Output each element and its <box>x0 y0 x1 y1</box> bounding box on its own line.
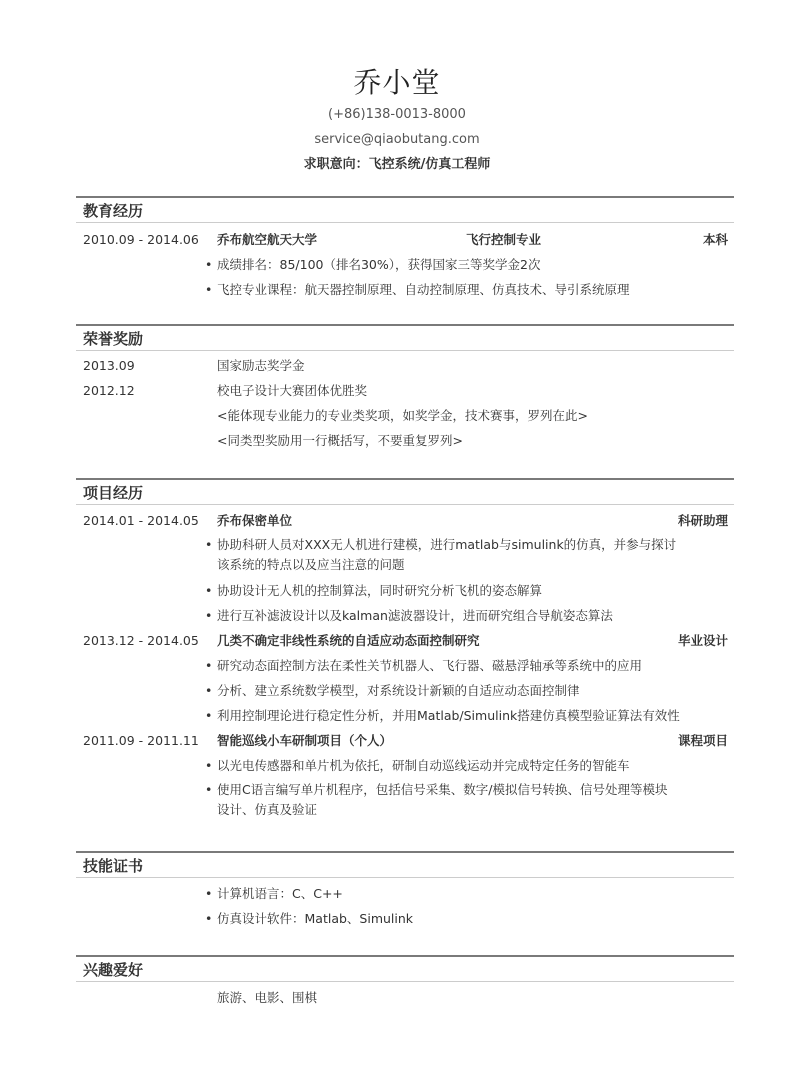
list-item: • 研究动态面控制方法在柔性关节机器人、飞行器、磁悬浮轴承等系统中的应用 <box>205 658 643 673</box>
list-item: • 计算机语言：C、C++ <box>205 886 343 901</box>
hobbies-section <box>76 955 734 1010</box>
section-title: 教育经历 <box>83 202 144 220</box>
project-row <box>76 508 734 533</box>
project-role: 毕业设计 <box>677 633 728 648</box>
section-header <box>76 196 734 223</box>
skills-section <box>76 851 734 931</box>
project-date: 2013.12 - 2014.05 <box>83 633 199 648</box>
list-item: • 协助科研人员对XXX无人机进行建模，进行matlab与simulink的仿真，并参与探讨 该系统的特点以及应当注意的问题 <box>205 537 677 572</box>
project-date: 2014.01 - 2014.05 <box>83 513 199 528</box>
list-item: • 协助设计无人机的控制算法，同时研究分析飞机的姿态解算 <box>205 583 543 598</box>
project-name: 几类不确定非线性系统的自适应动态面控制研究 <box>217 633 480 648</box>
section-title: 项目经历 <box>83 484 144 502</box>
list-item: • 分析、建立系统数学模型，对系统设计新颖的自适应动态面控制律 <box>205 683 580 698</box>
honor-name: 校电子设计大赛团体优胜奖 <box>217 383 368 398</box>
honor-row <box>76 353 734 378</box>
job-intent: 求职意向：飞控系统/仿真工程师 <box>303 157 491 172</box>
list-item: • 进行互补滤波设计以及kalman滤波器设计，进而研究组合导航姿态算法 <box>205 608 613 623</box>
section-title: 技能证书 <box>83 857 144 875</box>
candidate-name: 乔小堂 <box>353 66 441 99</box>
major: 飞行控制专业 <box>466 232 542 247</box>
honor-date: 2012.12 <box>83 383 135 398</box>
list-item: • 成绩排名：85/100（排名30%），获得国家三等奖学金2次 <box>205 257 541 272</box>
projects-section <box>76 478 734 823</box>
school-name: 乔布航空航天大学 <box>217 232 318 247</box>
list-item: • 使用C语言编写单片机程序，包括信号采集、数字/模拟信号转换、信号处理等模块 设计、仿真及验证 <box>205 782 668 817</box>
section-header <box>76 324 734 351</box>
section-header <box>76 851 734 878</box>
honor-note: <能体现专业能力的专业类奖项，如奖学金，技术赛事，罗列在此> <box>217 408 588 423</box>
honor-row <box>76 378 734 403</box>
section-header <box>76 478 734 505</box>
list-item: • 飞控专业课程：航天器控制原理、自动控制原理、仿真技术、导引系统原理 <box>205 282 630 297</box>
project-name: 乔布保密单位 <box>217 513 293 528</box>
honors-section <box>76 324 734 453</box>
list-item: • 以光电传感器和单片机为依托，研制自动巡线运动并完成特定任务的智能车 <box>205 758 630 773</box>
email-address: service@qiaobutang.com <box>314 132 480 147</box>
project-role: 科研助理 <box>677 513 728 528</box>
section-title: 荣誉奖励 <box>83 330 144 348</box>
education-row <box>76 227 734 252</box>
project-role: 课程项目 <box>677 733 728 748</box>
honor-date: 2013.09 <box>83 358 135 373</box>
honor-name: 国家励志奖学金 <box>217 358 305 373</box>
section-header <box>76 955 734 982</box>
project-date: 2011.09 - 2011.11 <box>83 733 199 748</box>
education-section <box>76 196 734 302</box>
list-item: • 利用控制理论进行稳定性分析，并用Matlab/Simulink搭建仿真模型验证算法有效性 <box>205 708 680 723</box>
education-date: 2010.09 - 2014.06 <box>83 232 199 247</box>
project-name: 智能巡线小车研制项目（个人） <box>217 733 393 748</box>
project-row <box>76 728 734 753</box>
honor-note: <同类型奖励用一行概括写，不要重复罗列> <box>217 433 463 448</box>
degree: 本科 <box>702 232 728 247</box>
section-title: 兴趣爱好 <box>83 961 144 979</box>
hobbies-text: 旅游、电影、围棋 <box>217 990 318 1005</box>
resume-header <box>0 0 794 177</box>
phone-number: (+86)138-0013-8000 <box>328 107 466 122</box>
project-row <box>76 628 734 653</box>
list-item: • 仿真设计软件：Matlab、Simulink <box>205 911 414 926</box>
